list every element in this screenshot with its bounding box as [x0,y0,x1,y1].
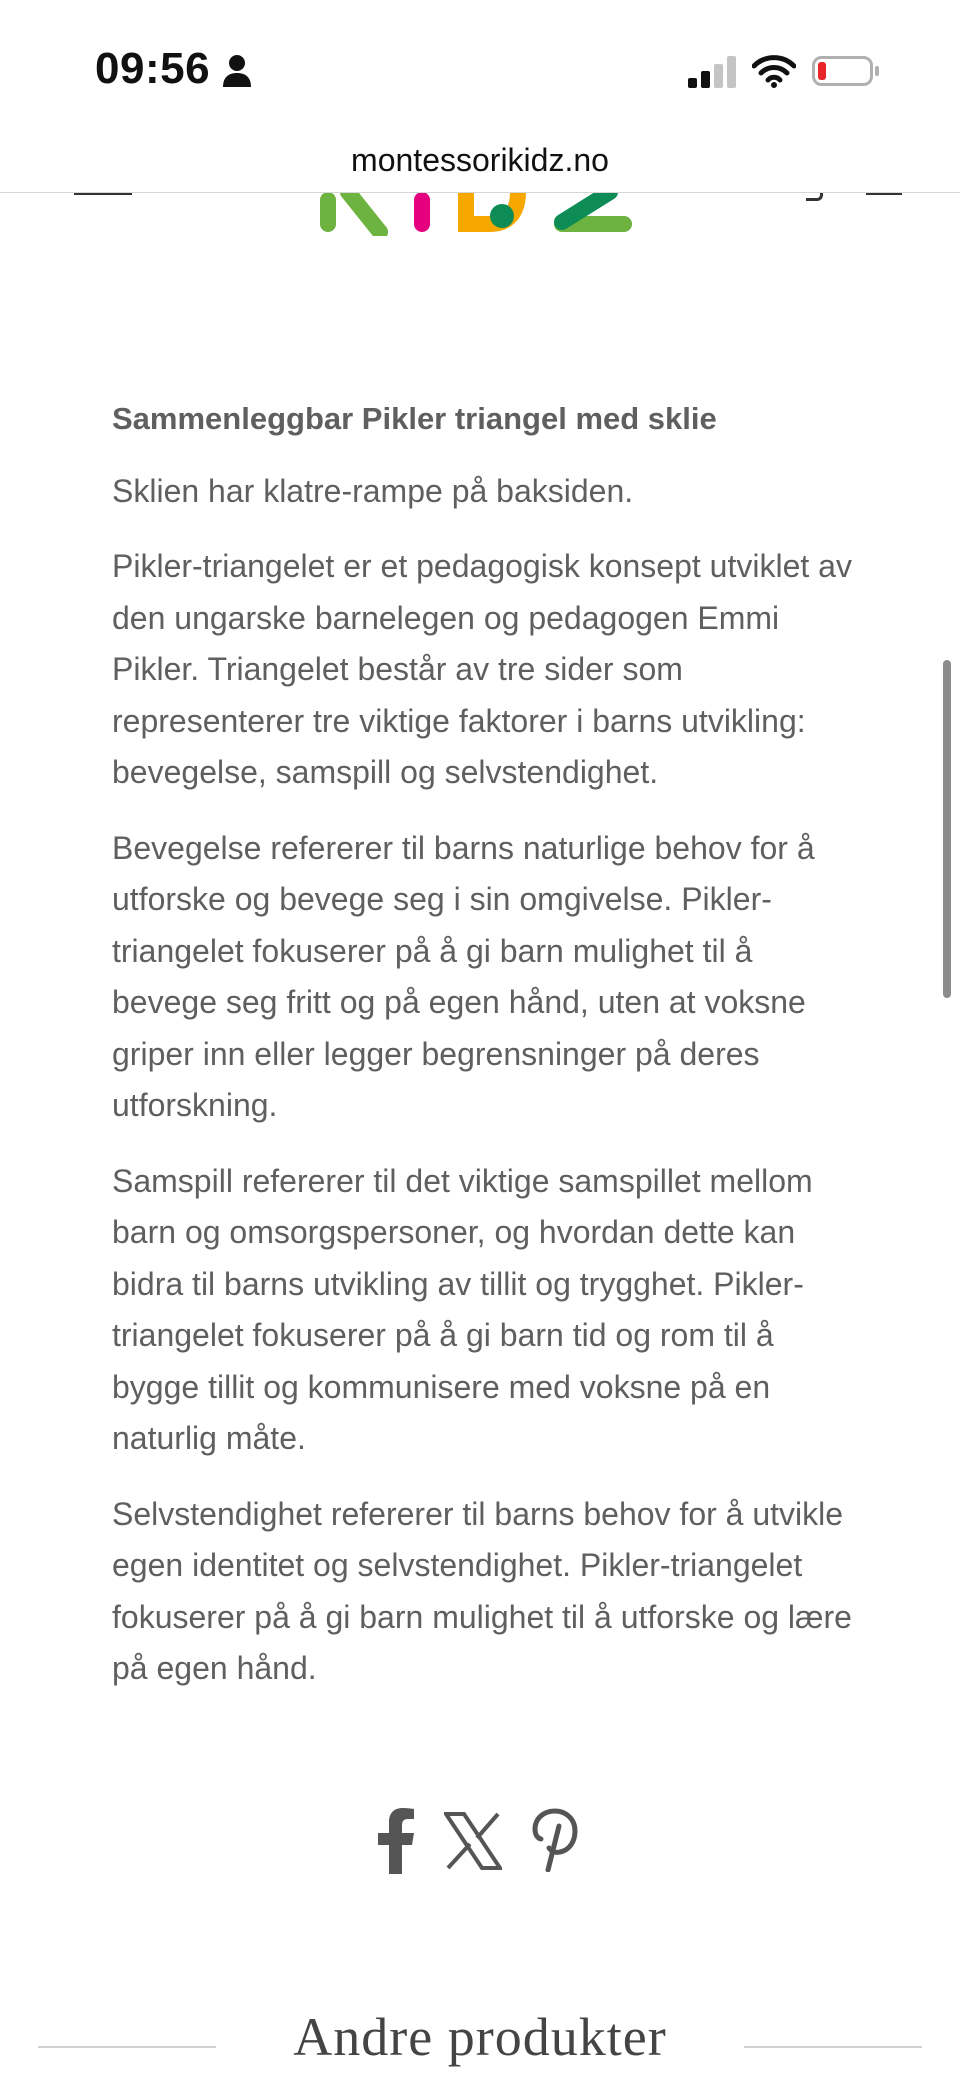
related-products-title: Andre produkter [293,2007,667,2067]
wifi-icon [752,54,796,88]
url-text[interactable]: montessorikidz.no [351,142,609,178]
site-header [0,192,960,252]
cellular-signal-icon [688,56,738,88]
status-bar [0,0,960,130]
address-bar[interactable] [0,130,960,193]
search-icon[interactable] [806,192,823,201]
description-paragraph: Pikler-triangelet er et pedagogisk konsept utviklet av den ungarske barnelegen og pedagogen Emmi Pikler. Triangelet består av tre sider som representerer tre viktige faktorer i barns utvikling: bevegelse, samspill og selvstendighet. [112,548,852,791]
description-paragraph: Sklien har klatre-rampe på baksiden. [112,472,634,509]
divider [744,2046,922,2048]
pinterest-icon[interactable] [532,1808,578,1872]
battery-icon [812,54,880,88]
x-icon[interactable] [444,1812,502,1870]
share-links [0,1808,960,1878]
related-products-section [0,2007,960,2081]
status-time: 09:56 [95,44,211,93]
person-icon [222,54,252,88]
site-logo[interactable] [318,192,640,236]
description-paragraph: Selvstendighet refererer til barns behov for å utvikle egen identitet og selvstendighet. Pikler-triangelet fokuserer på å gi barn mulighet til å utforske og lære på egen hånd. [112,1495,852,1687]
product-description [112,398,860,1778]
facebook-icon[interactable] [374,1808,418,1874]
description-paragraph: Bevegelse refererer til barns naturlige behov for å utforske og bevege seg i sin omgivelse. Pikler-triangelet fokuserer på å gi barn mulighet til å bevege seg fritt og på egen hånd, uten at voksne griper inn eller legger begrensninger på deres utforskning. [112,829,815,1124]
description-title: Sammenleggbar Pikler triangel med sklie [112,401,717,436]
scrollbar[interactable] [943,660,951,998]
description-paragraph: Samspill refererer til det viktige samspillet mellom barn og omsorgspersoner, og hvordan dette kan bidra til barns utvikling av tillit og trygghet. Pikler-triangelet fokuserer på å gi barn tid og rom til å bygge tillit og kommunisere med voksne på en naturlig måte. [112,1162,813,1457]
